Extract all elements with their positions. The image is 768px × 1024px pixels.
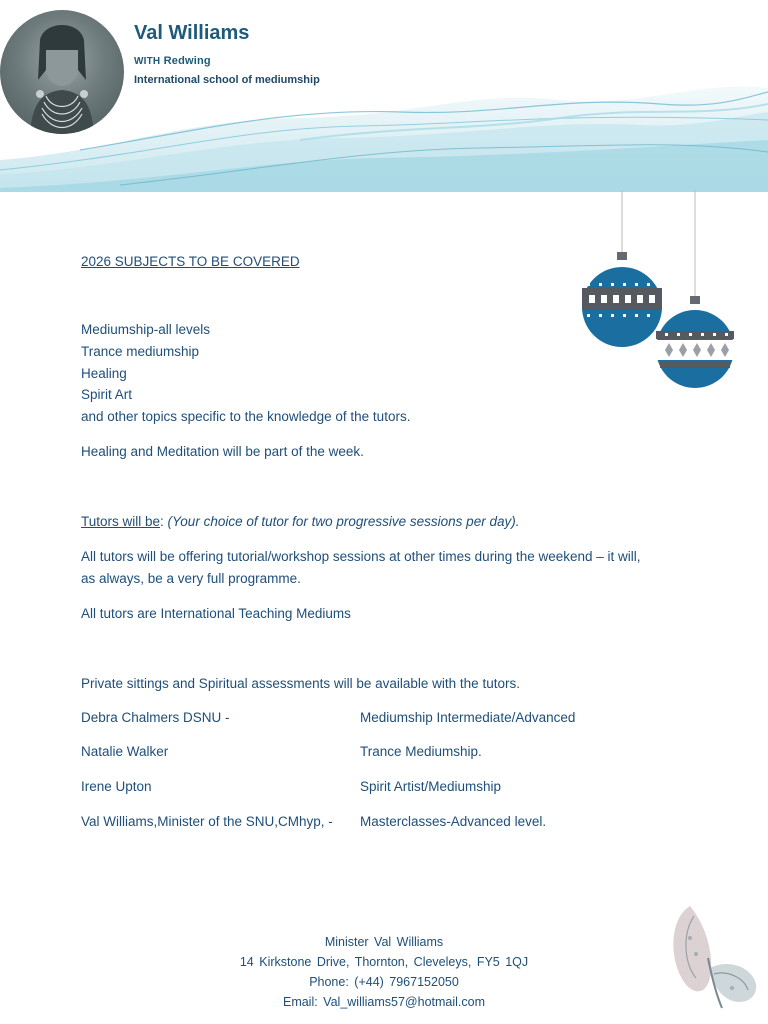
- tutor-name: Debra Chalmers DSNU -: [81, 710, 230, 725]
- tutor-name: Val Williams,Minister of the SNU,CMhyp, -: [81, 814, 333, 829]
- tutor-name: Natalie Walker: [81, 744, 169, 759]
- tutor-specialty: Mediumship Intermediate/Advanced: [360, 710, 576, 725]
- footer-address: 14 Kirkstone Drive, Thornton, Cleveleys, FY5 1QJ: [239, 955, 529, 969]
- tutor-specialty: Spirit Artist/Mediumship: [360, 779, 502, 794]
- subjects-heading: 2026 SUBJECTS TO BE COVERED: [81, 254, 300, 269]
- tagline: International school of mediumship: [134, 74, 320, 86]
- subject-item: Trance mediumship: [81, 344, 200, 359]
- tutors-paragraph-line: All tutors will be offering tutorial/workshop sessions at other times during the weekend – it will,: [81, 549, 641, 564]
- tutors-colon: :: [160, 514, 168, 529]
- tutor-specialty: Masterclasses-Advanced level.: [360, 814, 547, 829]
- tutor-specialty: Trance Mediumship.: [360, 744, 482, 759]
- teaching-mediums-note: All tutors are International Teaching Mediums: [81, 606, 351, 621]
- healing-meditation-note: Healing and Meditation will be part of the week.: [81, 444, 364, 459]
- avatar: [0, 10, 124, 134]
- christmas-ornaments-icon: [575, 190, 745, 395]
- page-title: Val Williams: [134, 22, 250, 44]
- footer-name: Minister Val Williams: [324, 935, 444, 949]
- butterfly-icon: [660, 898, 764, 1012]
- subject-item: Spirit Art: [81, 387, 133, 402]
- subject-item: Healing: [81, 366, 127, 381]
- tutor-name: Irene Upton: [81, 779, 152, 794]
- subtitle: [134, 55, 211, 67]
- tutors-label: Tutors will be: [81, 514, 161, 529]
- subtitle-name: Redwing: [163, 55, 211, 67]
- tutors-paragraph-line: as always, be a very full programme.: [81, 571, 301, 586]
- tutors-choice-note: (Your choice of tutor for two progressive sessions per day).: [167, 514, 520, 529]
- private-sittings-note: Private sittings and Spiritual assessments will be available with the tutors.: [81, 676, 520, 691]
- header-banner: [0, 0, 768, 192]
- subtitle-prefix: WITH: [134, 56, 161, 67]
- tutors-intro: [81, 511, 519, 533]
- subject-item: and other topics specific to the knowledge of the tutors.: [81, 409, 411, 424]
- footer-email[interactable]: Email: Val_williams57@hotmail.com: [282, 995, 486, 1009]
- subject-item: Mediumship-all levels: [81, 322, 211, 337]
- footer-phone: Phone: (+44) 7967152050: [309, 975, 459, 989]
